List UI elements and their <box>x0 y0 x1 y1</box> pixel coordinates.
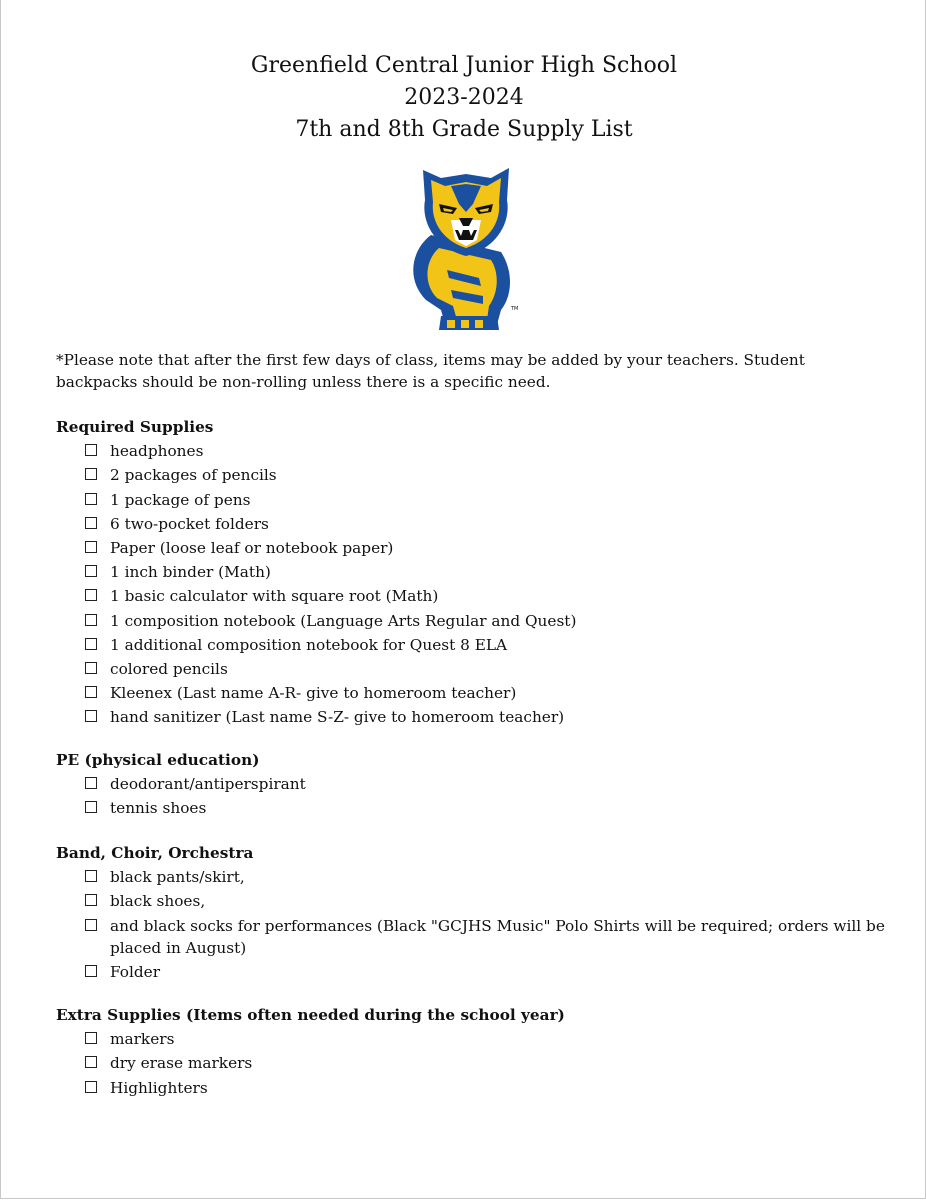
item-label: colored pencils <box>110 659 228 678</box>
section-band-choir-orchestra <box>56 842 886 983</box>
list-item <box>56 561 886 583</box>
item-label: 1 additional composition notebook for Quest 8 ELA <box>110 635 508 654</box>
checkbox[interactable] <box>85 589 97 601</box>
list-item <box>56 890 886 912</box>
item-label: 1 composition notebook (Language Arts Regular and Quest) <box>110 611 577 630</box>
list-item <box>56 537 886 559</box>
item-label: 1 package of pens <box>110 490 251 509</box>
checkbox[interactable] <box>85 614 97 626</box>
checkbox[interactable] <box>85 1081 97 1093</box>
list-item <box>56 513 886 535</box>
list-item <box>56 658 886 680</box>
checkbox[interactable] <box>85 801 97 813</box>
checkbox[interactable] <box>85 919 97 931</box>
document-header <box>1 50 926 146</box>
item-label: hand sanitizer (Last name S-Z- give to homeroom teacher) <box>110 708 565 727</box>
section-extra-supplies <box>56 1004 886 1099</box>
section-required-supplies <box>56 416 886 728</box>
list-item <box>56 585 886 607</box>
checkbox[interactable] <box>85 517 97 529</box>
list-item <box>56 489 886 511</box>
checkbox[interactable] <box>85 468 97 480</box>
document-title: 7th and 8th Grade Supply List <box>295 117 633 142</box>
item-label: 2 packages of pencils <box>110 466 277 485</box>
school-year: 2023-2024 <box>404 85 524 110</box>
checkbox[interactable] <box>85 565 97 577</box>
checkbox[interactable] <box>85 541 97 553</box>
item-label: Paper (loose leaf or notebook paper) <box>110 538 394 557</box>
item-label: Folder <box>110 962 161 981</box>
list-item <box>56 915 886 959</box>
checkbox[interactable] <box>85 965 97 977</box>
checkbox[interactable] <box>85 662 97 674</box>
list-item <box>56 610 886 632</box>
item-label: markers <box>110 1030 175 1049</box>
item-label: Highlighters <box>110 1078 208 1097</box>
checkbox[interactable] <box>85 444 97 456</box>
school-name: Greenfield Central Junior High School <box>250 53 678 78</box>
item-label: headphones <box>110 442 204 461</box>
checkbox[interactable] <box>85 777 97 789</box>
list-item <box>56 440 886 462</box>
item-label: tennis shoes <box>110 799 207 818</box>
item-label: 6 two-pocket folders <box>110 514 269 533</box>
list-item <box>56 464 886 486</box>
list-item <box>56 634 886 656</box>
checkbox[interactable] <box>85 1056 97 1068</box>
svg-text:TM: TM <box>511 306 519 312</box>
list-item <box>56 1028 886 1050</box>
list-item <box>56 1052 886 1074</box>
list-item <box>56 682 886 704</box>
checkbox[interactable] <box>85 1032 97 1044</box>
checkbox[interactable] <box>85 686 97 698</box>
item-label: 1 basic calculator with square root (Math) <box>110 587 439 606</box>
item-label: and black socks for performances (Black "GCJHS Music" Polo Shirts will be required; orders will be placed in August) <box>110 916 885 957</box>
section-title: Extra Supplies (Items often needed during the school year) <box>56 1006 565 1024</box>
item-label: deodorant/antiperspirant <box>110 775 306 794</box>
list-item <box>56 706 886 728</box>
list-item <box>56 961 886 983</box>
note-paragraph: *Please note that after the first few days of class, items may be added by your teachers. Student backpacks should be non-rolling unless there is a specific need. <box>56 351 805 391</box>
checkbox[interactable] <box>85 870 97 882</box>
list-item <box>56 797 886 819</box>
checkbox[interactable] <box>85 493 97 505</box>
item-label: dry erase markers <box>110 1054 253 1073</box>
list-item <box>56 1077 886 1099</box>
checkbox[interactable] <box>85 894 97 906</box>
item-label: Kleenex (Last name A-R- give to homeroom teacher) <box>110 684 517 703</box>
item-label: black pants/skirt, <box>110 868 245 887</box>
section-title: Required Supplies <box>56 418 214 436</box>
cougar-mascot-logo <box>401 160 531 332</box>
section-title: PE (physical education) <box>56 751 260 769</box>
checkbox[interactable] <box>85 638 97 650</box>
section-title: Band, Choir, Orchestra <box>56 844 254 862</box>
item-label: 1 inch binder (Math) <box>110 563 271 582</box>
list-item <box>56 866 886 888</box>
list-item <box>56 773 886 795</box>
section-physical-education <box>56 749 886 819</box>
checkbox[interactable] <box>85 710 97 722</box>
item-label: black shoes, <box>110 892 206 911</box>
